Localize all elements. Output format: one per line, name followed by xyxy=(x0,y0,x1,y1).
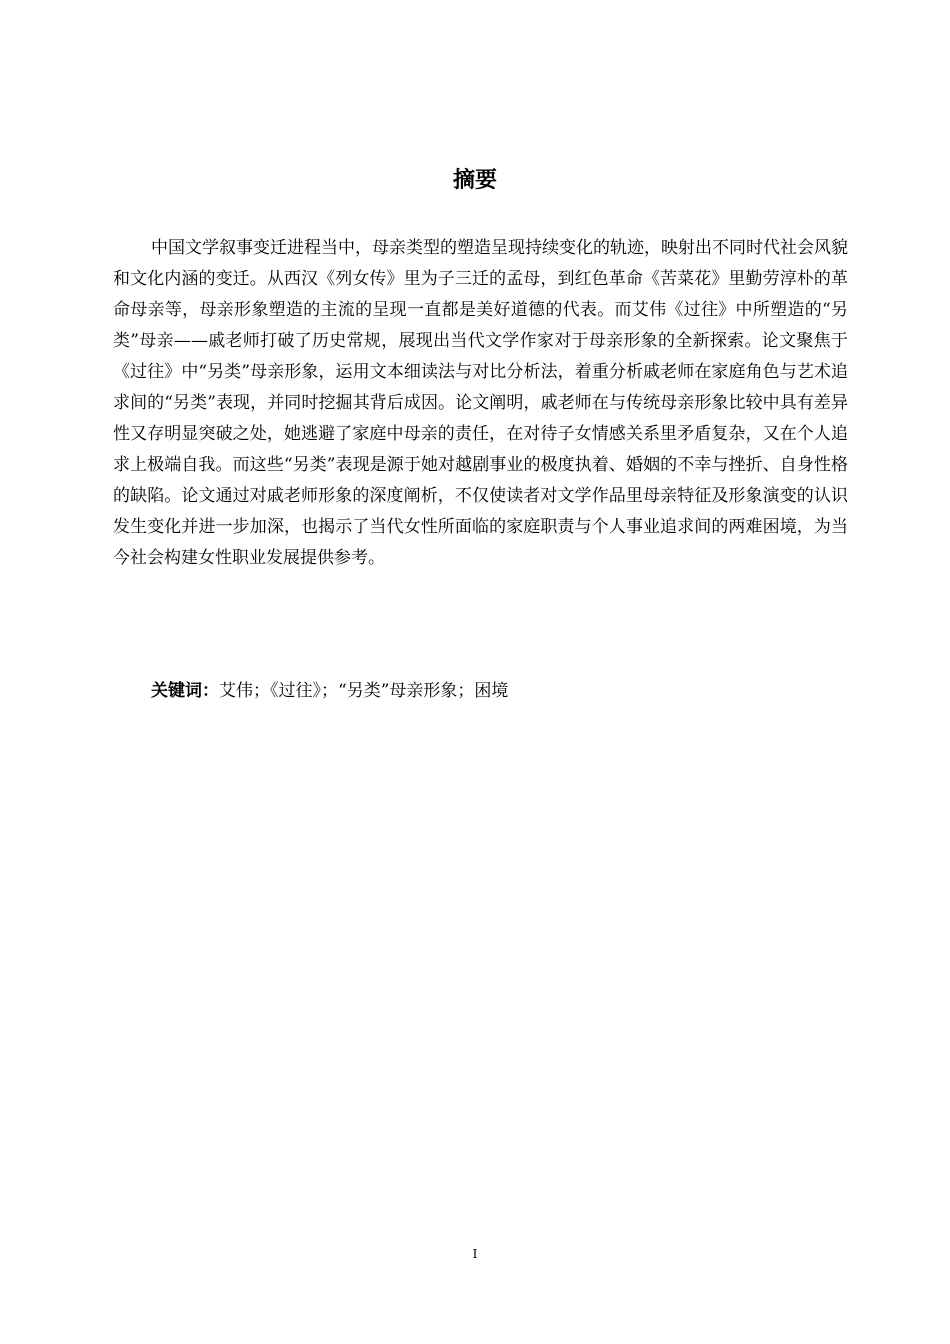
keywords-label: 关键词： xyxy=(151,681,219,701)
keywords-value: 艾伟；《过往》；“另类”母亲形象；困境 xyxy=(219,681,509,701)
abstract-title: 摘要 xyxy=(452,168,497,193)
abstract-paragraph: 中国文学叙事变迁进程当中，母亲类型的塑造呈现持续变化的轨迹，映射出不同时代社会风貌和文化内涵的变迁。从西汉《列女传》里为子三迁的孟母，到红色革命《苦菜花》里勤劳淳朴的革命母亲等，母亲形象塑造的主流的呈现一直都是美好道德的代表。而艾伟《过往》中所塑造的“另类”母亲——戚老师打破了历史常规，展现出当代文学作家对于母亲形象的全新探索。论文聚焦于《过往》中“另类”母亲形象，运用文本细读法与对比分析法，着重分析戚老师在家庭角色与艺术追求间的“另类”表现，并同时挖掘其背后成因。论文阐明，戚老师在与传统母亲形象比较中具有差异性又存明显突破之处，她逃避了家庭中母亲的责任，在对待子女情感关系里矛盾复杂，又在个人追求上极端自我。而这些“另类”表现是源于她对越剧事业的极度执着、婚姻的不幸与挫折、自身性格的缺陷。论文通过对戚老师形象的深度阐析，不仅使读者对文学作品里母亲特征及形象演变的认识发生变化并进一步加深，也揭示了当代女性所面临的家庭职责与个人事业追求间的两难困境，为当今社会构建女性职业发展提供参考。 xyxy=(113,238,848,568)
page-number: I xyxy=(472,1247,478,1261)
keywords-line xyxy=(151,676,508,707)
